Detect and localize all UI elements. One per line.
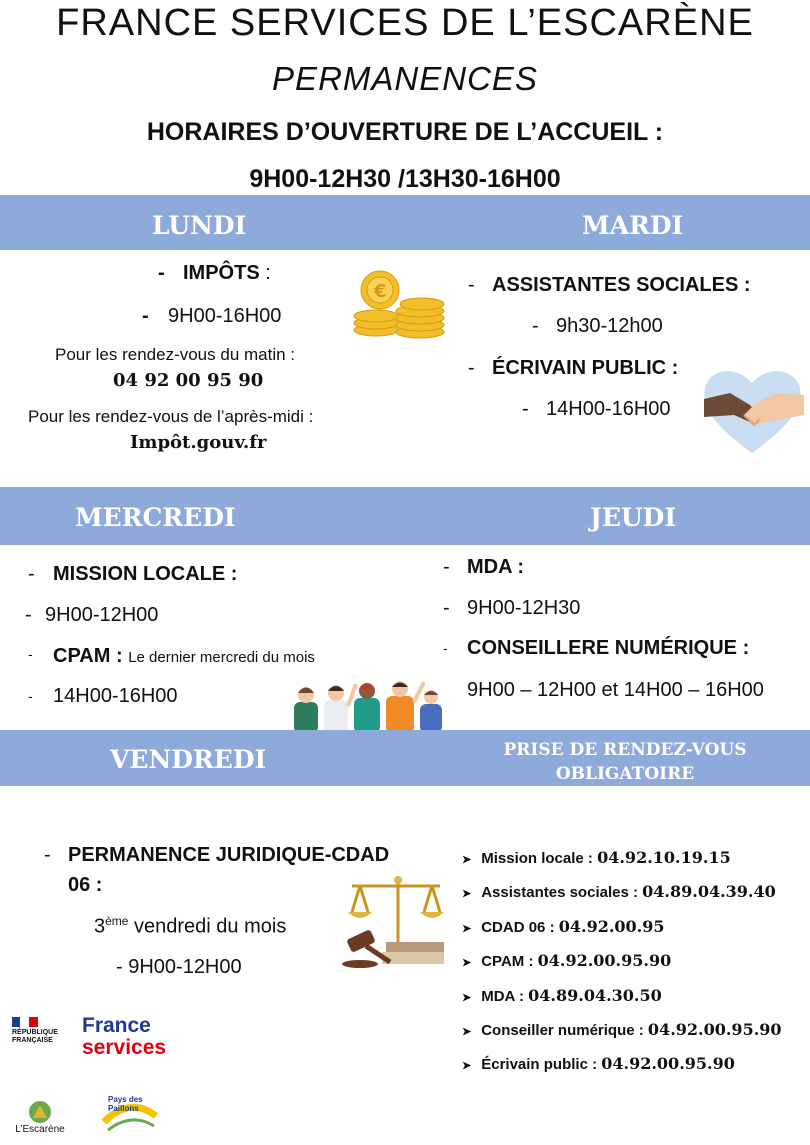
mercredi-service-1: MISSION LOCALE : (53, 563, 238, 585)
arrow-bullet-icon: ➤ (462, 1026, 472, 1038)
rdv-notice-line-2: OBLIGATOIRE (555, 764, 695, 784)
svg-text:€: € (374, 281, 387, 302)
contact-row (462, 986, 662, 1005)
vendredi-dash: - (44, 844, 51, 866)
marianne-flag-icon (12, 1017, 38, 1027)
day-label-lundi: LUNDI (152, 211, 247, 240)
arrow-bullet-icon: ➤ (462, 922, 472, 935)
lundi-afternoon-text: Pour les rendez-vous de l’après-midi : (28, 407, 314, 426)
people-group-icon (290, 678, 450, 733)
contact-phone: 04.92.00.95.90 (537, 951, 672, 971)
mardi-dash-4: - (522, 398, 529, 420)
lundi-dash: - (158, 262, 165, 284)
day-label-vendredi: VENDREDI (110, 745, 267, 774)
arrow-bullet-icon: ➤ (462, 854, 472, 866)
day-label-mardi: MARDI (582, 211, 684, 240)
contact-phone: 04.92.00.95 (558, 916, 665, 936)
escarene-logo (10, 1100, 70, 1135)
opening-hours-label: HORAIRES D’OUVERTURE DE L’ACCUEIL : (146, 118, 664, 146)
contact-phone: 04.92.00.95.90 (601, 1054, 735, 1074)
mardi-hours-1: 9h30-12h00 (556, 315, 663, 337)
contact-phone: 04.92.00.95.90 (647, 1020, 782, 1039)
contact-phone: 04.89.04.39.40 (642, 882, 776, 902)
republique-line-2: FRANÇAISE (12, 1037, 53, 1044)
contact-label: Conseiller numérique : (481, 1022, 648, 1039)
rdv-obligatoire-notice (440, 738, 810, 786)
arrow-bullet-icon: ➤ (462, 957, 472, 970)
paillons-line-2: Paillons (108, 1104, 139, 1113)
mercredi-dash-2: - (25, 604, 32, 626)
contact-row (462, 1020, 782, 1039)
vendredi-service-line-1: PERMANENCE JURIDIQUE-CDAD (68, 844, 390, 866)
lundi-morning-text: Pour les rendez-vous du matin : (55, 345, 296, 364)
arrow-bullet-icon: ➤ (462, 1060, 472, 1073)
page-title: FRANCE SERVICES DE L’ESCARÈNE (56, 2, 754, 44)
mardi-dash-2: - (532, 315, 539, 337)
contact-row (462, 1054, 735, 1073)
paillons-line-1: Pays des (108, 1095, 143, 1104)
contact-label: Assistantes sociales : (481, 884, 643, 902)
contact-label: CDAD 06 : (481, 918, 559, 936)
arrow-bullet-icon: ➤ (462, 888, 472, 901)
lundi-service: IMPÔTS : (183, 262, 271, 284)
vendredi-day: 3ème vendredi du mois (94, 914, 287, 938)
contact-label: MDA : (481, 987, 529, 1005)
escarene-emblem-icon (27, 1100, 53, 1124)
france-services-logo (82, 1015, 166, 1059)
contact-row (462, 882, 776, 901)
page-subtitle: PERMANENCES (272, 60, 538, 97)
lundi-afternoon-site: Impôt.gouv.fr (130, 432, 267, 453)
mercredi-hours-2: 14H00-16H00 (53, 685, 178, 707)
mercredi-service-2: CPAM : Le dernier mercredi du mois (53, 645, 315, 667)
contact-row (462, 917, 665, 936)
jeudi-dash-2: - (443, 597, 450, 619)
jeudi-hours-1: 9H00-12H30 (467, 597, 581, 619)
day-band-lundi-mardi (0, 195, 810, 250)
contact-phone: 04.89.04.30.50 (528, 985, 662, 1005)
day-label-mercredi: MERCREDI (75, 503, 236, 532)
day-label-jeudi: JEUDI (590, 503, 677, 532)
opening-hours-value: 9H00-12H30 /13H30-16H00 (249, 165, 561, 193)
france-services-line-1: France (82, 1014, 151, 1037)
contact-phone: 04.92.10.19.15 (597, 848, 731, 867)
lundi-morning-phone: 04 92 00 95 90 (113, 370, 264, 391)
contact-row (462, 848, 731, 867)
jeudi-service-2: CONSEILLERE NUMÉRIQUE : (467, 637, 750, 659)
pays-des-paillons-logo (100, 1092, 160, 1136)
mardi-service-1: ASSISTANTES SOCIALES : (492, 274, 751, 296)
republique-francaise-logo (12, 1017, 64, 1059)
lundi-hours-dash: - (142, 305, 149, 327)
jeudi-dash-1: - (443, 556, 450, 578)
republique-line-1: RÉPUBLIQUE (12, 1029, 58, 1036)
mardi-dash-1: - (468, 274, 475, 296)
escarene-label: L’Escarène (15, 1124, 65, 1135)
handshake-heart-icon (700, 365, 805, 457)
scales-gavel-icon (340, 872, 445, 970)
vendredi-hours: - 9H00-12H00 (116, 956, 242, 978)
mardi-service-2: ÉCRIVAIN PUBLIC : (492, 357, 679, 379)
jeudi-dash-3: - (443, 640, 448, 656)
contact-row (462, 951, 671, 970)
mardi-hours-2: 14H00-16H00 (546, 398, 671, 420)
lundi-hours: 9H00-16H00 (168, 305, 282, 327)
arrow-bullet-icon: ➤ (462, 991, 472, 1004)
mercredi-dash-3: - (28, 646, 33, 662)
france-services-line-2: services (82, 1036, 167, 1059)
jeudi-service-1: MDA : (467, 556, 525, 578)
mercredi-dash-1: - (28, 563, 35, 585)
mardi-dash-3: - (468, 357, 475, 379)
contact-label: CPAM : (481, 953, 538, 971)
contact-label: Écrivain public : (481, 1056, 602, 1074)
vendredi-service-line-2: 06 : (68, 874, 103, 896)
rdv-notice-line-1: PRISE DE RENDEZ-VOUS (503, 740, 747, 760)
coins-icon (350, 268, 450, 343)
mercredi-hours-1: 9H00-12H00 (45, 604, 159, 626)
mercredi-dash-4: - (28, 688, 33, 704)
jeudi-hours-2: 9H00 – 12H00 et 14H00 – 16H00 (467, 679, 764, 701)
contact-label: Mission locale : (481, 850, 598, 867)
